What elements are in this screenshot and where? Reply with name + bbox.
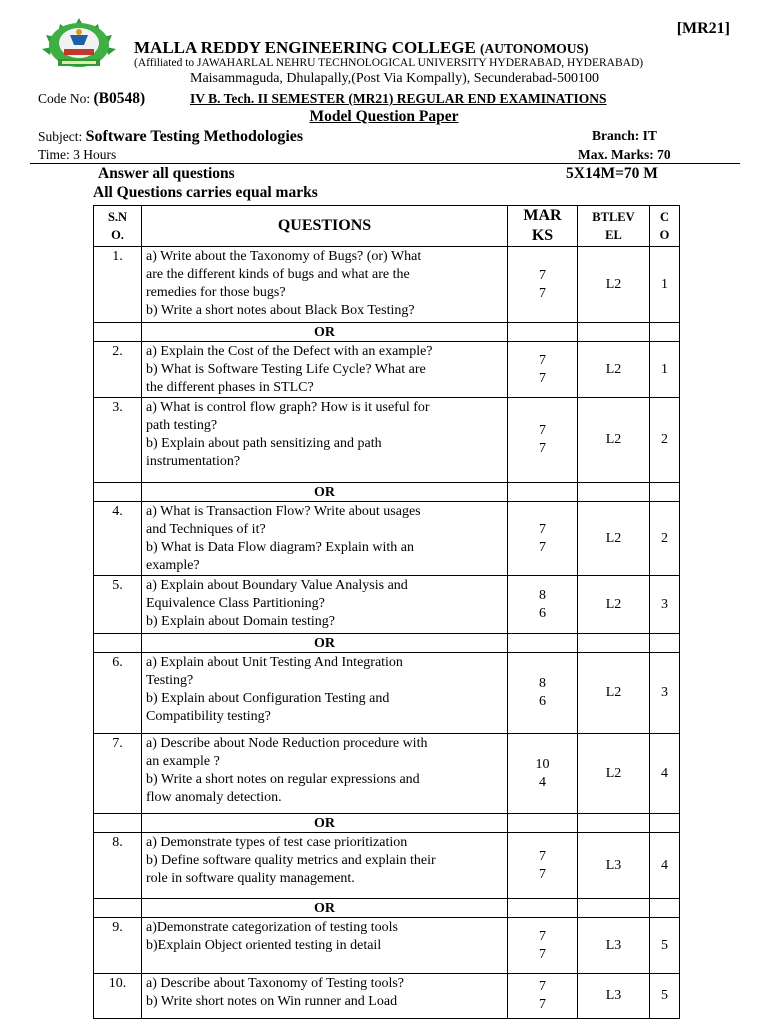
co-header-line1: C (659, 210, 670, 224)
course-outcome: 3 (650, 576, 680, 634)
question-text (142, 247, 508, 323)
course-outcome: 3 (650, 653, 680, 734)
question-line: a)Demonstrate categorization of testing tools (146, 920, 398, 935)
table-row (94, 974, 680, 1019)
table-row (94, 653, 680, 734)
code-value: (B0548) (93, 90, 146, 107)
mark-value: 6 (539, 694, 546, 709)
mark-value: 7 (539, 267, 546, 283)
branch-label: Branch: IT (592, 128, 657, 143)
question-line: Testing? (146, 673, 194, 688)
question-number: 9. (94, 918, 142, 974)
question-line: and Techniques of it? (146, 522, 266, 537)
affiliation-line: (Affiliated to JAWAHARLAL NEHRU TECHNOLOGICAL UNIVERSITY HYDERABAD, HYDERABAD) (134, 57, 644, 69)
question-text (142, 576, 508, 634)
question-marks (508, 576, 578, 634)
table-row (94, 833, 680, 899)
regulation-code: [MR21] (676, 20, 730, 37)
or-label: OR (142, 634, 508, 653)
question-marks (508, 734, 578, 814)
question-line: b)Explain Object oriented testing in detail (146, 938, 382, 953)
or-empty-cell (650, 814, 680, 833)
questions-table (93, 205, 680, 1019)
mark-value: 7 (539, 539, 546, 555)
question-line: a) Demonstrate types of test case prioritization (146, 835, 408, 850)
autonomous-label: (AUTONOMOUS) (480, 41, 589, 56)
question-text (142, 653, 508, 734)
question-text (142, 918, 508, 974)
mark-value: 7 (539, 928, 546, 944)
question-line: role in software quality management. (146, 871, 355, 886)
question-line: Equivalence Class Partitioning? (146, 596, 325, 611)
or-empty-cell (508, 814, 578, 833)
question-line: b) Write a short notes about Black Box Testing? (146, 303, 415, 318)
or-empty-cell (508, 483, 578, 502)
question-text (142, 974, 508, 1019)
course-outcome: 5 (650, 918, 680, 974)
or-label: OR (142, 814, 508, 833)
co-header (650, 206, 680, 247)
bloom-level: L3 (578, 833, 650, 899)
college-name-text: MALLA REDDY ENGINEERING COLLEGE (134, 38, 476, 57)
question-text (142, 342, 508, 398)
btl-header-line2: EL (605, 228, 622, 242)
course-outcome: 1 (650, 342, 680, 398)
mark-value: 4 (539, 774, 546, 790)
mark-value: 7 (539, 521, 546, 537)
question-line: a) Write about the Taxonomy of Bugs? (or) What (146, 249, 422, 264)
or-empty-cell (94, 899, 142, 918)
or-empty-cell (578, 634, 650, 653)
table-header-row (94, 206, 680, 247)
question-marks (508, 398, 578, 483)
college-address: Maisammaguda, Dhulapally,(Post Via Kompally), Secunderabad-500100 (190, 71, 599, 86)
equal-marks-instruction: All Questions carries equal marks (93, 184, 318, 201)
or-empty-cell (94, 323, 142, 342)
question-marks (508, 502, 578, 576)
table-row (94, 502, 680, 576)
total-marks-scheme: 5X14M=70 M (566, 165, 658, 182)
question-line: are the different kinds of bugs and what are the (146, 267, 410, 282)
marks-header-line2: KS (531, 227, 554, 244)
or-separator-row (94, 323, 680, 342)
question-number: 7. (94, 734, 142, 814)
or-empty-cell (508, 634, 578, 653)
mark-value: 7 (539, 866, 546, 882)
or-label: OR (142, 899, 508, 918)
question-line: flow anomaly detection. (146, 790, 282, 805)
question-marks (508, 833, 578, 899)
or-separator-row (94, 483, 680, 502)
question-line: a) Describe about Taxonomy of Testing tools? (146, 976, 405, 991)
question-marks (508, 918, 578, 974)
bloom-level: L2 (578, 398, 650, 483)
mark-value: 7 (539, 848, 546, 864)
exam-title: IV B. Tech. II SEMESTER (MR21) REGULAR END EXAMINATIONS (190, 91, 607, 106)
or-empty-cell (94, 483, 142, 502)
bloom-level: L3 (578, 974, 650, 1019)
question-line: a) What is control flow graph? How is it useful for (146, 400, 430, 415)
paper-title: Model Question Paper (309, 108, 459, 125)
table-row (94, 398, 680, 483)
or-empty-cell (578, 323, 650, 342)
mark-value: 7 (539, 352, 546, 368)
question-line: b) What is Data Flow diagram? Explain with an (146, 540, 415, 555)
bloom-level: L2 (578, 342, 650, 398)
question-number: 10. (94, 974, 142, 1019)
table-row (94, 734, 680, 814)
question-line: the different phases in STLC? (146, 380, 314, 395)
course-outcome: 2 (650, 398, 680, 483)
or-empty-cell (578, 483, 650, 502)
question-number: 8. (94, 833, 142, 899)
question-line: an example ? (146, 754, 220, 769)
mark-value: 8 (539, 676, 546, 691)
question-marks (508, 247, 578, 323)
question-line: a) Describe about Node Reduction procedure with (146, 736, 428, 751)
question-marks (508, 974, 578, 1019)
question-line: Compatibility testing? (146, 709, 271, 724)
question-number: 1. (94, 247, 142, 323)
question-number: 5. (94, 576, 142, 634)
question-line: b) What is Software Testing Life Cycle? What are (146, 362, 426, 377)
table-row (94, 576, 680, 634)
question-line: b) Explain about path sensitizing and path (146, 436, 382, 451)
code-label: Code No: (38, 91, 91, 106)
code-number (38, 90, 145, 108)
subject-value: Software Testing Methodologies (85, 128, 304, 145)
question-text (142, 833, 508, 899)
btl-header-line1: BTLEV (592, 210, 635, 224)
college-logo (38, 15, 120, 71)
table-row (94, 918, 680, 974)
question-line: b) Explain about Domain testing? (146, 614, 335, 629)
header-divider (30, 163, 740, 164)
bloom-level: L2 (578, 247, 650, 323)
subject-label: Subject: (38, 129, 83, 144)
mark-value: 10 (535, 756, 550, 772)
questions-header: QUESTIONS (142, 206, 508, 247)
bloom-level: L2 (578, 576, 650, 634)
answer-all-instruction: Answer all questions (98, 165, 235, 182)
course-outcome: 4 (650, 734, 680, 814)
sno-header (94, 206, 142, 247)
mark-value: 7 (539, 285, 546, 301)
question-line: example? (146, 558, 200, 573)
question-line: a) Explain about Unit Testing And Integration (146, 655, 403, 670)
question-text (142, 734, 508, 814)
mark-value: 7 (539, 979, 546, 994)
question-line: instrumentation? (146, 454, 241, 469)
mark-value: 7 (539, 946, 546, 962)
question-line: b) Write a short notes on regular expressions and (146, 772, 420, 787)
time-label: Time: 3 Hours (38, 147, 117, 162)
or-empty-cell (578, 899, 650, 918)
question-text (142, 398, 508, 483)
questions-table-body (94, 247, 680, 1019)
marks-header-line1: MAR (523, 207, 562, 224)
co-header-line2: O (659, 228, 670, 242)
mark-value: 7 (539, 997, 546, 1012)
or-empty-cell (508, 899, 578, 918)
question-number: 3. (94, 398, 142, 483)
or-separator-row (94, 814, 680, 833)
college-name (134, 38, 589, 58)
subject-line (38, 128, 303, 146)
or-label: OR (142, 323, 508, 342)
or-empty-cell (94, 814, 142, 833)
btl-header (578, 206, 650, 247)
bloom-level: L2 (578, 734, 650, 814)
mark-value: 7 (539, 423, 546, 438)
or-label: OR (142, 483, 508, 502)
course-outcome: 4 (650, 833, 680, 899)
sno-header-line1: S.N (107, 210, 128, 224)
or-empty-cell (650, 483, 680, 502)
or-empty-cell (650, 899, 680, 918)
mark-value: 7 (539, 370, 546, 386)
question-text (142, 502, 508, 576)
or-empty-cell (650, 634, 680, 653)
or-empty-cell (650, 323, 680, 342)
or-empty-cell (94, 634, 142, 653)
or-separator-row (94, 634, 680, 653)
or-empty-cell (578, 814, 650, 833)
question-line: a) What is Transaction Flow? Write about usages (146, 504, 421, 519)
question-line: a) Explain about Boundary Value Analysis and (146, 578, 408, 593)
question-line: remedies for those bugs? (146, 285, 286, 300)
table-row (94, 247, 680, 323)
mark-value: 8 (539, 587, 546, 603)
max-marks-label: Max. Marks: 70 (578, 147, 671, 162)
bloom-level: L2 (578, 502, 650, 576)
question-line: b) Write short notes on Win runner and Load (146, 994, 398, 1009)
sno-header-line2: O. (111, 228, 124, 242)
question-number: 6. (94, 653, 142, 734)
course-outcome: 2 (650, 502, 680, 576)
question-marks (508, 653, 578, 734)
question-line: path testing? (146, 418, 218, 433)
or-separator-row (94, 899, 680, 918)
course-outcome: 5 (650, 974, 680, 1019)
mark-value: 7 (539, 441, 546, 456)
question-number: 2. (94, 342, 142, 398)
bloom-level: L3 (578, 918, 650, 974)
bloom-level: L2 (578, 653, 650, 734)
question-marks (508, 342, 578, 398)
question-line: b) Explain about Configuration Testing and (146, 691, 390, 706)
marks-header (508, 206, 578, 247)
question-line: a) Explain the Cost of the Defect with an example? (146, 344, 433, 359)
mark-value: 6 (539, 605, 546, 621)
or-empty-cell (508, 323, 578, 342)
question-number: 4. (94, 502, 142, 576)
course-outcome: 1 (650, 247, 680, 323)
question-line: b) Define software quality metrics and explain their (146, 853, 436, 868)
table-row (94, 342, 680, 398)
